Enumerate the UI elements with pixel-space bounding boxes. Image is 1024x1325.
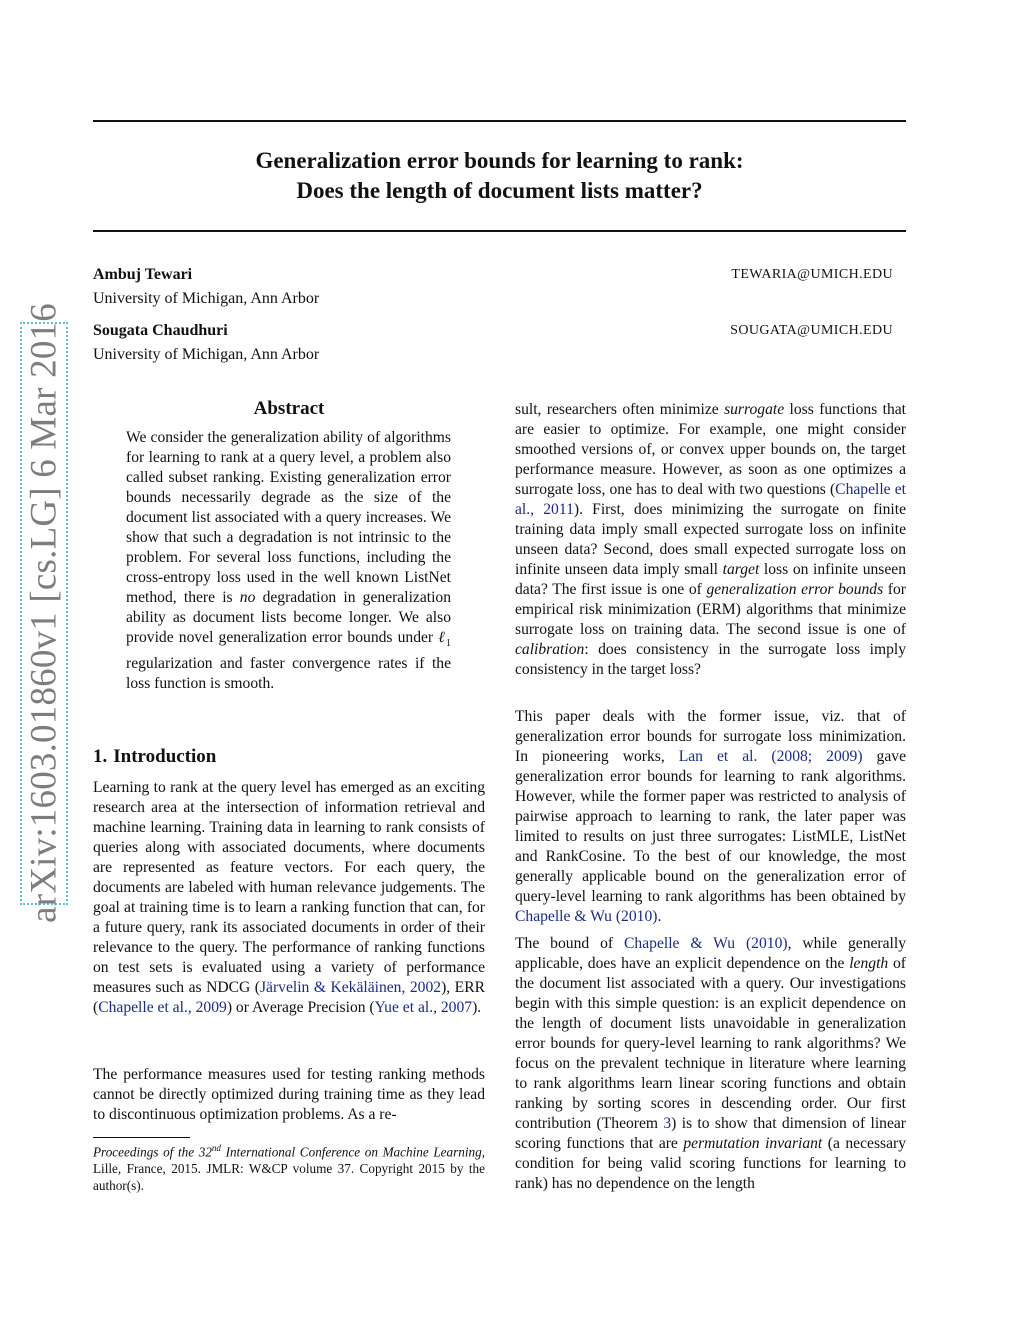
author-1 [93,263,906,311]
title-line-2: Does the length of document lists matter? [296,178,703,203]
title-bottom-rule [93,230,906,232]
citation-link[interactable]: 3 [663,1115,672,1132]
top-rule [93,120,906,122]
author-affiliation: University of Michigan, Ann Arbor [93,290,320,307]
footnote-rule [93,1137,190,1138]
citation-link[interactable]: Chapelle et al., 2011 [515,481,907,518]
arxiv-stamp[interactable]: arXiv:1603.01860v1 [cs.LG] 6 Mar 2016 [23,303,65,923]
right-paragraph-1: sult, researchers often minimize surrogate loss functions that are easier to optimize. For example, one might consider smoothed versions of, or convex upper bounds on, the target performance measure. However, as soon as one optimizes a surrogate loss, one has to deal with two questions (Chapelle et al., 2011). First, does minimizing the surrogate on finite training data imply small expected surrogate loss on infinite unseen data? Second, does small expected surrogate loss on infinite unseen data imply small target loss on infinite unseen data? The first issue is one of generalization error bounds for empirical risk minimization (ERM) algorithms that minimize surrogate loss on training data. The second issue is one of calibration: does consistency in the surrogate loss imply consistency in the target loss? [515,401,907,678]
abstract-heading: Abstract [253,398,325,419]
intro-paragraph-1: Learning to rank at the query level has emerged as an exciting research area at the intersection of information retrieval and machine learning. Training data in learning to rank consists of queries along with associated documents, where documents are represented as feature vectors. For each query, the documents are labeled with human relevance judgements. The goal at training time is to learn a ranking function that can, for a future query, rank its associated documents in order of their relevance to the query. The performance of ranking functions on test sets is evaluated using a variety of performance measures such as NDCG (Järvelin & Kekäläinen, 2002), ERR (Chapelle et al., 2009) or Average Precision (Yue et al., 2007). [93,779,485,1016]
author-email[interactable]: TEWARIA@UMICH.EDU [731,267,893,282]
abstract-body: We consider the generalization ability of algorithms for learning to rank at a query level, a problem also called subset ranking. Existing generalization error bounds necessarily degrade as the size of the document list associated with a query increases. We show that such a degradation is not intrinsic to the problem. For several loss functions, including the cross-entropy loss used in the well known ListNet method, there is no degradation in generalization ability as document lists become longer. We also provide novel generalization error bounds under ℓ$_1$ regularization and faster convergence rates if the loss function is smooth. [126,429,451,693]
citation-link[interactable]: Yue et al., 2007 [374,999,473,1016]
footnote: Proceedings of the 32nd International Conference on Machine Learning, Lille, France, 2015. JMLR: W&CP volume 37. Copyright 2015 by the author(s). [93,1143,485,1194]
author-name: Sougata Chaudhuri [93,322,228,339]
right-paragraph-2: This paper deals with the former issue, viz. that of generalization error bounds for surrogate loss minimization. In pioneering works, Lan et al. (2008; 2009) gave generalization error bounds for learning to rank algorithms. However, while the former paper was restricted to analysis of pairwise approach to learning to rank, the later paper was limited to results on just three surrogates: ListMLE, ListNet and RankCosine. To the best of our knowledge, the most generally applicable bound on the generalization error of query-level learning to rank algorithms has been obtained by Chapelle & Wu (2010). [515,708,906,925]
author-name: Ambuj Tewari [93,266,193,283]
citation-link[interactable]: Chapelle & Wu (2010) [515,908,658,925]
paper-title [93,146,906,206]
title-line-1: Generalization error bounds for learning to rank: [255,148,744,173]
citation-link[interactable]: Järvelin & Kekäläinen, 2002 [259,979,442,996]
author-email[interactable]: SOUGATA@UMICH.EDU [730,323,893,338]
author-affiliation: University of Michigan, Ann Arbor [93,346,320,363]
author-2 [93,319,906,367]
right-paragraph-3: The bound of Chapelle & Wu (2010), while generally applicable, does have an explicit dependence on the length of the document list associated with a query. Our investigations begin with this simple question: is an explicit dependence on the length of document lists unavoidable in generalization error bounds for query-level learning to rank algorithms? We focus on the prevalent technique in literature where learning to rank algorithms learn linear scoring functions and obtain ranking by sorting scores in descending order. Our first contribution (Theorem 3) is to show that dimension of linear scoring functions that are permutation invariant (a necessary condition for being valid scoring functions for learning to rank) has no dependence on the length [515,935,907,1192]
citation-link[interactable]: Lan et al. (2008; 2009) [678,748,863,765]
citation-link[interactable]: Chapelle & Wu (2010) [624,935,788,952]
section-heading-introduction: 1. Introduction [93,746,217,767]
citation-link[interactable]: Chapelle et al., 2009 [98,999,227,1016]
intro-paragraph-2: The performance measures used for testing ranking methods cannot be directly optimized during training time as they lead to discontinuous optimization problems. As a re- [93,1066,485,1123]
